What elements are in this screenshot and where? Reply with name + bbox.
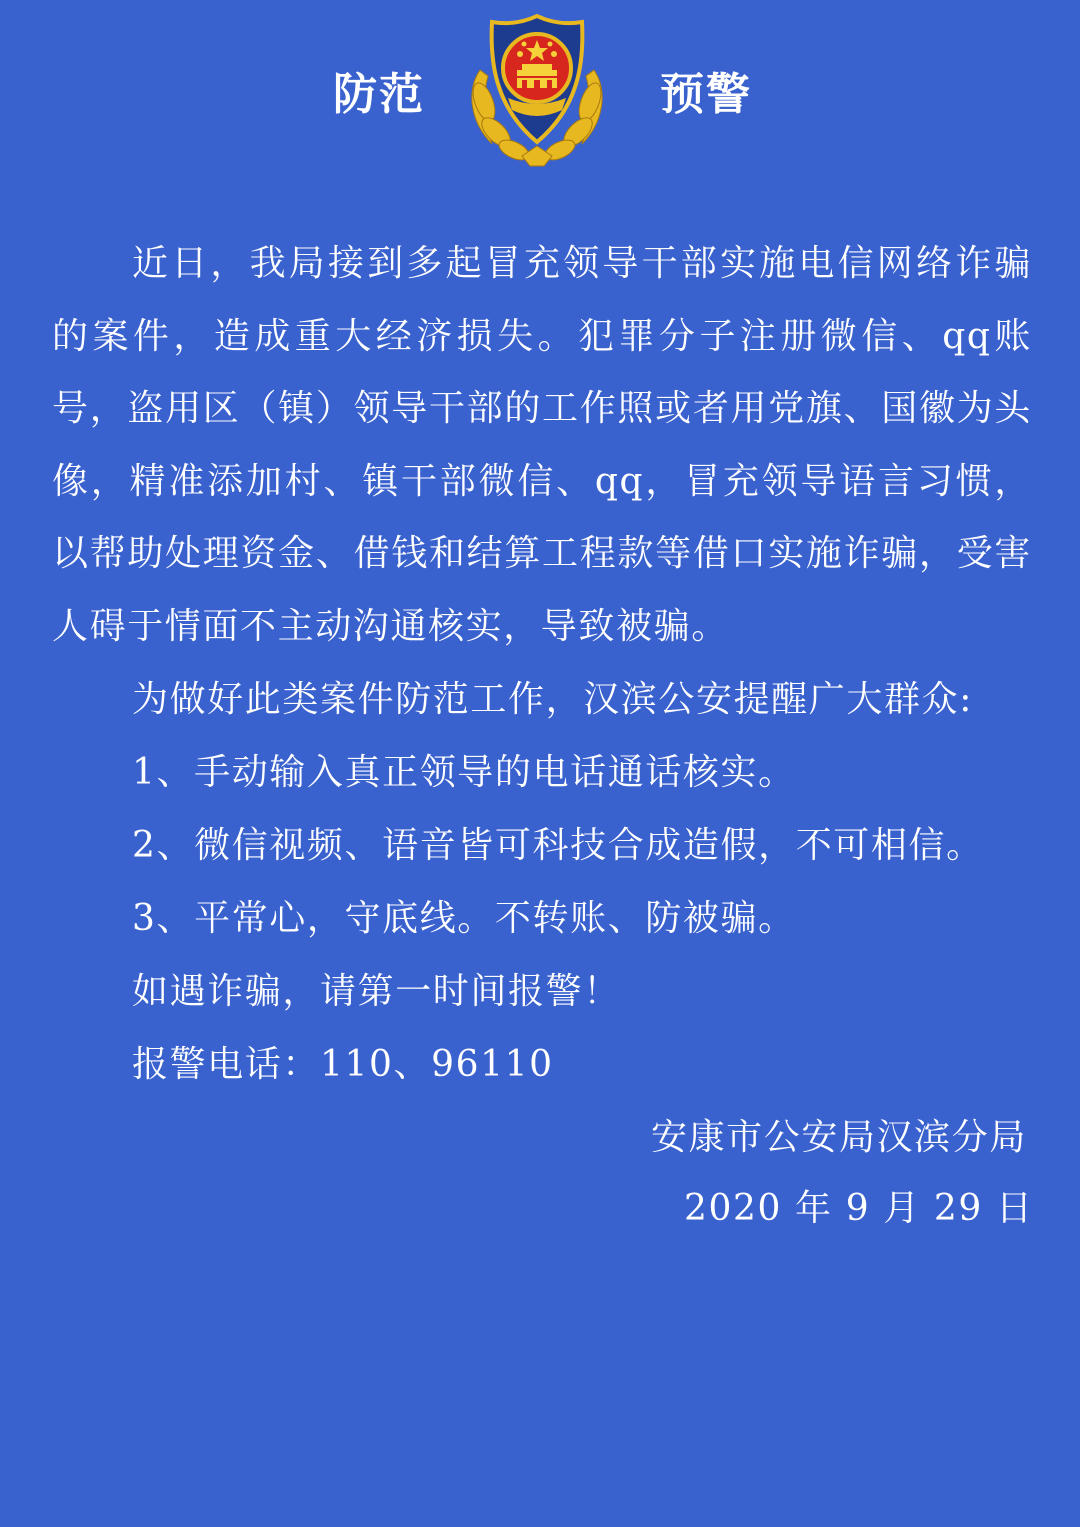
header-title-right: 预警: [660, 69, 752, 120]
advice-intro: 为做好此类案件防范工作，汉滨公安提醒广大群众:: [132, 679, 973, 720]
body-paragraph: 近日，我局接到多起冒充领导干部实施电信网络诈骗的案件，造成重大经济损失。犯罪分子注册微信、qq账号，盗用区（镇）领导干部的工作照或者用党旗、国徽为头像，精准添加村、镇干部微信、qq，冒充领导语言习惯，以帮助处理资金、借钱和结算工程款等借口实施诈骗，受害人碍于情面不主动沟通核实，导致被骗。: [52, 243, 1032, 647]
advice-item-3: 3、平常心，守底线。不转账、防被骗。: [132, 898, 796, 939]
signature-date: 2020 年 9 月 29 日: [684, 1188, 1034, 1229]
report-phone-numbers: 报警电话：110、96110: [132, 1044, 554, 1085]
signature-organization: 安康市公安局汉滨分局: [650, 1117, 1027, 1158]
report-reminder: 如遇诈骗，请第一时间报警！: [132, 971, 621, 1012]
advice-item-1: 1、手动输入真正领导的电话通话核实。: [132, 752, 796, 793]
header-title-left: 防范: [333, 69, 425, 120]
police-emblem-icon: [462, 10, 612, 168]
advice-item-2: 2、微信视频、语音皆可科技合成造假，不可相信。: [132, 825, 984, 866]
